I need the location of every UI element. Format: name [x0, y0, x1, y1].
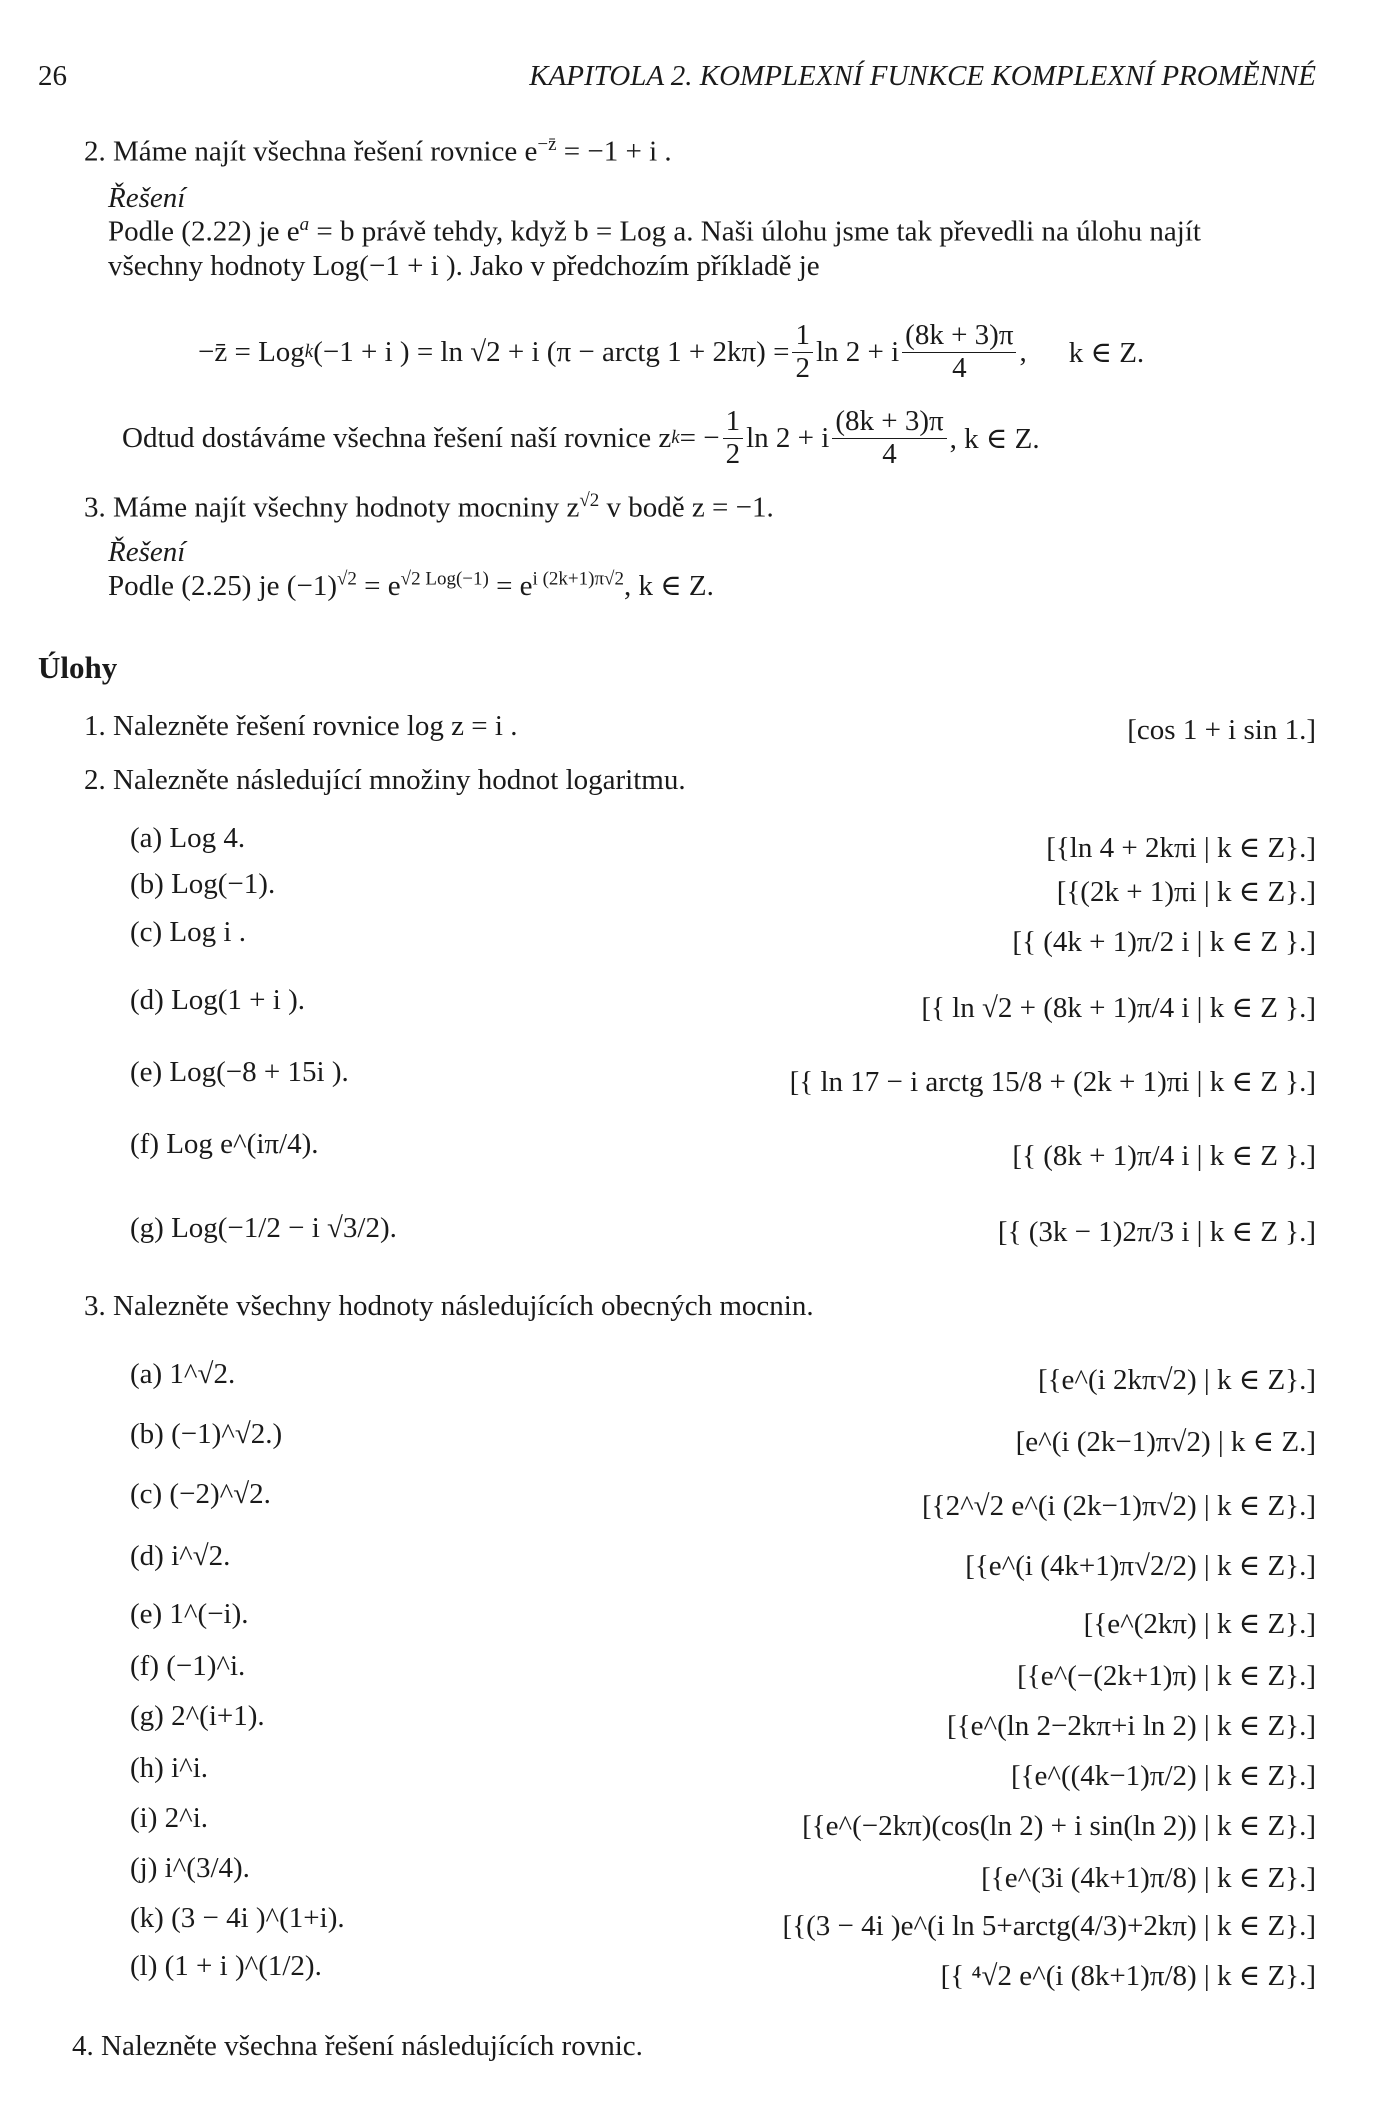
- task-2-answer-g: [{ (3k − 1)2π/3 i | k ∈ Z }.]: [997, 1216, 1316, 1248]
- fraction: $\frac{(8k + 3)\pi}{4}$: [832, 406, 946, 471]
- task-2-answer-a: [{ln 4 + 2kπi | k ∈ Z}.]: [1046, 832, 1316, 864]
- example-3-line1: Podle (2.25) je $(-1)^{√2} = e^{√2 Log(-1)} = e^{i (2k+1)\pi√2}$, k ∈ Z.: [108, 568, 714, 602]
- task-3-answer-j: [{e^(3i (4k+1)π/8) | k ∈ Z}.]: [981, 1862, 1316, 1894]
- task-3-answer-i: [{e^(−2kπ)(cos(ln 2) + i sin(ln 2)) | k ∈ Z}.]: [802, 1810, 1316, 1842]
- task-3-answer-a: [{e^(i 2kπ√2) | k ∈ Z}.]: [1037, 1364, 1316, 1396]
- task-3-item-c: (c) (−2)^√2.: [130, 1478, 271, 1510]
- task-3-answer-f: [{e^(−(2k+1)π) | k ∈ Z}.]: [1017, 1660, 1316, 1692]
- task-2-item-d: (d) Log(1 + i ).: [130, 984, 306, 1016]
- task-4-text: 4. Nalezněte všechna řešení následujících rovnic.: [72, 2030, 643, 2062]
- example-2-statement: 2. Máme najít všechna řešení rovnice $e^{-z̄} = -1 + i$ .: [84, 134, 672, 168]
- task-3-item-b: (b) (−1)^√2.): [130, 1418, 283, 1450]
- task-3-answer-l: [{ ⁴√2 e^(i (8k+1)π/8) | k ∈ Z}.]: [940, 1960, 1316, 1992]
- equation-2: Odtud dostáváme všechna řešení naší rovnice z k = − $\frac{1}{2}$ ln 2 + i $\frac{(8k + 3)\pi}{4}$ , k ∈ Z.: [122, 404, 1040, 470]
- task-3-item-e: (e) 1^(−i).: [130, 1598, 249, 1630]
- task-3-item-d: (d) i^√2.: [130, 1540, 231, 1572]
- page-number: 26: [38, 60, 67, 92]
- task-2-item-g: (g) Log(−1/2 − i √3/2).: [130, 1212, 397, 1244]
- solution-heading: Řešení: [108, 536, 186, 568]
- solution-heading: Řešení: [108, 182, 186, 214]
- task-2-item-f: (f) Log e^(iπ/4).: [130, 1128, 319, 1160]
- task-2-item-a: (a) Log 4.: [130, 822, 246, 854]
- task-3-answer-c: [{2^√2 e^(i (2k−1)π√2) | k ∈ Z}.]: [922, 1490, 1316, 1522]
- task-1-answer: [cos 1 + i sin 1.]: [1127, 714, 1316, 746]
- task-3-item-a: (a) 1^√2.: [130, 1358, 236, 1390]
- task-2-answer-c: [{ (4k + 1)π/2 i | k ∈ Z }.]: [1012, 926, 1316, 958]
- equation-1: −z̄ = Log k (−1 + i ) = ln √2 + i (π − arctg 1 + 2kπ) = $\frac{1}{2}$ ln 2 + i $\frac{(8k + 3)\pi}{4}$ , k ∈ Z.: [198, 318, 1145, 384]
- chapter-title: KAPITOLA 2. KOMPLEXNÍ FUNKCE KOMPLEXNÍ PROMĚNNÉ: [529, 60, 1316, 92]
- task-2-item-c: (c) Log i .: [130, 916, 246, 948]
- example-3-statement: 3. Máme najít všechny hodnoty mocniny $z^{√2}$ v bodě z = −1.: [84, 490, 774, 524]
- section-title: Úlohy: [38, 650, 118, 685]
- fraction: $\frac{(8k + 3)\pi}{4}$: [902, 320, 1016, 385]
- task-2-answer-d: [{ ln √2 + (8k + 1)π/4 i | k ∈ Z }.]: [921, 992, 1316, 1024]
- task-2-answer-b: [{(2k + 1)πi | k ∈ Z}.]: [1056, 876, 1316, 908]
- task-3-item-g: (g) 2^(i+1).: [130, 1700, 265, 1732]
- example-2-line2: všechny hodnoty Log(−1 + i ). Jako v předchozím příkladě je: [108, 250, 820, 282]
- fraction: $\frac{1}{2}$: [792, 320, 813, 385]
- task-2-text: 2. Nalezněte následující množiny hodnot logaritmu.: [84, 764, 686, 796]
- example-2-line1: Podle (2.22) je $e^a = b$ právě tehdy, když b = Log a. Naši úlohu jsme tak převedli na úlohu najít: [108, 214, 1201, 248]
- task-3-answer-d: [{e^(i (4k+1)π√2/2) | k ∈ Z}.]: [965, 1550, 1316, 1582]
- task-3-item-j: (j) i^(3/4).: [130, 1852, 250, 1884]
- task-2-answer-e: [{ ln 17 − i arctg 15/8 + (2k + 1)πi | k ∈ Z }.]: [789, 1066, 1316, 1098]
- fraction: $\frac{1}{2}$: [723, 406, 744, 471]
- task-3-answer-k: [{(3 − 4i )e^(i ln 5+arctg(4/3)+2kπ) | k ∈ Z}.]: [782, 1910, 1316, 1942]
- task-3-answer-b: [e^(i (2k−1)π√2) | k ∈ Z.]: [1015, 1426, 1316, 1458]
- task-3-answer-g: [{e^(ln 2−2kπ+i ln 2) | k ∈ Z}.]: [947, 1710, 1316, 1742]
- task-2-item-b: (b) Log(−1).: [130, 868, 276, 900]
- task-2-item-e: (e) Log(−8 + 15i ).: [130, 1056, 349, 1088]
- task-3-answer-e: [{e^(2kπ) | k ∈ Z}.]: [1083, 1608, 1316, 1640]
- task-3-text: 3. Nalezněte všechny hodnoty následujících obecných mocnin.: [84, 1290, 814, 1322]
- task-3-item-l: (l) (1 + i )^(1/2).: [130, 1950, 322, 1982]
- task-1-text: 1. Nalezněte řešení rovnice log z = i .: [84, 710, 518, 742]
- task-3-item-f: (f) (−1)^i.: [130, 1650, 246, 1682]
- task-3-item-h: (h) i^i.: [130, 1752, 209, 1784]
- task-3-item-i: (i) 2^i.: [130, 1802, 209, 1834]
- task-3-item-k: (k) (3 − 4i )^(1+i).: [130, 1902, 345, 1934]
- task-2-answer-f: [{ (8k + 1)π/4 i | k ∈ Z }.]: [1012, 1140, 1316, 1172]
- task-3-answer-h: [{e^((4k−1)π/2) | k ∈ Z}.]: [1010, 1760, 1316, 1792]
